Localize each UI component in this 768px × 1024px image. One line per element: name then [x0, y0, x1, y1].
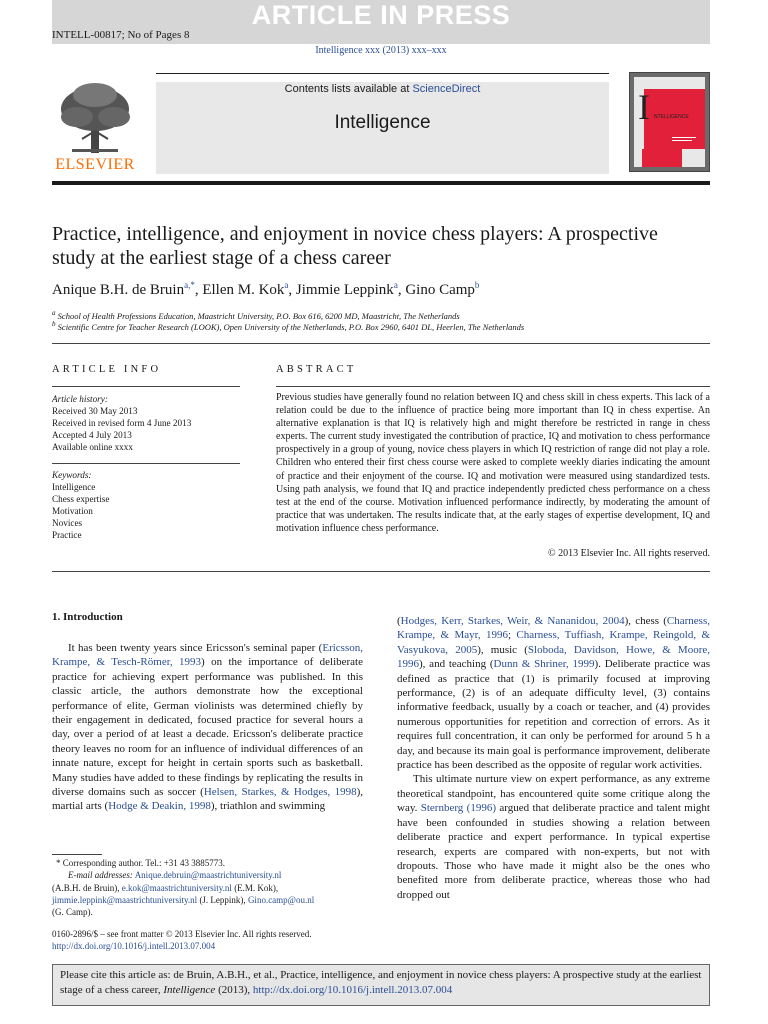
keyword: Chess expertise [52, 494, 110, 504]
affiliation-text: Scientific Centre for Teacher Research (LOOK), Open University of the Netherlands, P.O. Box 2960, 6401 DL, Heerlen, The Netherlands [57, 321, 525, 332]
text: ), chess ( [624, 615, 667, 627]
email-owner: (G. Camp). [52, 907, 93, 918]
journal-italic: Intelligence [163, 983, 216, 996]
email-owner: (A.B.H. de Bruin), [52, 882, 122, 893]
history-label: Article history: [52, 394, 108, 404]
reference-link[interactable]: Sternberg (1996) [420, 802, 496, 815]
author-name: Jimmie Leppink [295, 282, 394, 298]
contents-prefix: Contents lists available at [284, 83, 413, 95]
affiliation-text: School of Health Professions Education, Maastricht University, P.O. Box 616, 6200 MD, Maastricht, The Netherlands [57, 310, 460, 321]
author-sep: , [288, 282, 296, 298]
affiliation [52, 320, 702, 332]
history-item: Available online xxxx [52, 442, 133, 452]
front-matter-line: 0160-2896/$ – see front matter © 2013 Elsevier Inc. All rights reserved. [52, 929, 312, 939]
article-id: INTELL-00817; No of Pages 8 [52, 29, 190, 41]
citation-text [60, 968, 705, 997]
copyright-notice: © 2013 Elsevier Inc. All rights reserved. [547, 548, 710, 559]
text: ( [397, 615, 401, 627]
author-sep: , [397, 282, 406, 298]
divider [52, 343, 710, 344]
keyword: Intelligence [52, 482, 96, 492]
keyword: Practice [52, 530, 82, 540]
reference-link[interactable]: Helsen, Starkes, & Hodges, 1998 [203, 786, 357, 799]
text: Please cite this article as: de Bruin, A.B.H., et al., Practice, intelligence, and enjoyment in novice chess players: A prospective study at the earliest stage of a chess career, [60, 969, 702, 996]
email-label: E-mail addresses: [68, 870, 133, 881]
paragraph [397, 772, 710, 902]
affiliation-mark: b [52, 320, 56, 328]
text: This ultimate nurture view on expert performance, as any extreme theoretical standpoint, has encountered quite some critique along the way. [397, 773, 710, 815]
reference-link[interactable]: Charness, Krampe, & Mayr, 1996 [397, 615, 710, 642]
author-name: Gino Camp [405, 282, 475, 298]
email-link[interactable]: e.kok@maastrichtuniversity.nl [121, 882, 232, 893]
citation-doi-link[interactable]: http://dx.doi.org/10.1016/j.intell.2013.07.004 [252, 983, 453, 996]
article-info-heading: ARTICLE INFO [52, 364, 162, 375]
journal-citation-link[interactable]: Intelligence xxx (2013) xxx–xxx [315, 45, 447, 56]
section-heading: 1. Introduction [52, 611, 123, 623]
cover-initial: I [638, 87, 650, 127]
author-name: Ellen M. Kok [202, 282, 285, 298]
article-title: Practice, intelligence, and enjoyment in novice chess players: A prospective study at the earliest stage of a chess career [52, 223, 658, 269]
history-item: Received 30 May 2013 [52, 406, 138, 416]
body-column-right [397, 614, 710, 902]
author-name: Anique B.H. de Bruin [52, 282, 185, 298]
text: ), triathlon and swimming [210, 800, 326, 813]
text: ), music ( [477, 643, 528, 656]
banner-text: ARTICLE IN PRESS [251, 0, 511, 30]
abstract-heading: ABSTRACT [276, 364, 357, 375]
issn-info [52, 928, 372, 953]
email-link[interactable]: jimmie.leppink@maastrichtuniversity.nl [52, 894, 198, 905]
keyword: Novices [52, 518, 83, 528]
history-item: Received in revised form 4 June 2013 [52, 418, 192, 428]
text: ), and teaching ( [419, 658, 494, 671]
sciencedirect-link[interactable]: ScienceDirect [412, 83, 481, 95]
text: ; [507, 629, 517, 642]
history-item: Accepted 4 July 2013 [52, 430, 132, 440]
doi-link[interactable]: http://dx.doi.org/10.1016/j.intell.2013.07.004 [52, 941, 216, 952]
body-column-left [52, 641, 363, 814]
reference-link[interactable]: Ericsson, Krampe, & Tesch-Römer, 1993 [52, 642, 363, 669]
divider [52, 463, 240, 464]
email-link[interactable]: Gino.camp@ou.nl [247, 894, 315, 905]
author-affil-mark[interactable]: a [284, 280, 289, 290]
author-affil-mark[interactable]: a,* [184, 280, 195, 290]
author-affil-mark[interactable]: a [393, 280, 398, 290]
reference-link[interactable]: Dunn & Shriner, 1999 [493, 658, 595, 671]
elsevier-wordmark: ELSEVIER [55, 156, 135, 173]
divider [276, 386, 710, 387]
journal-name: Intelligence [334, 112, 431, 133]
contents-line [156, 82, 609, 96]
text: (2013), [215, 983, 253, 996]
divider [52, 571, 710, 572]
paragraph [397, 614, 710, 772]
author-affil-mark[interactable]: b [474, 280, 480, 290]
text: ), martial arts ( [52, 786, 364, 813]
text: argued that deliberate practice and talent might have been confounded in studies showing a relation between deliberate practice and expert performance. In typical expertise research, experts are compared with non-experts, but not with dropouts. Those who have made it might also be the ones who benefited more from deliberate practice, whereas those who had dropped out [397, 802, 710, 901]
text: It has been twenty years since Ericsson's seminal paper ( [68, 642, 323, 654]
paragraph [52, 641, 363, 814]
author-sep: , [194, 282, 203, 298]
keywords-label: Keywords: [52, 470, 92, 480]
reference-link[interactable]: Charness, Tuffiash, Krampe, Reingold, & Vasyukova, 2005 [397, 629, 711, 656]
cover-title: NTELLIGENCE [654, 114, 689, 120]
keyword: Motivation [52, 506, 93, 516]
article-history [52, 393, 242, 453]
author-list [52, 280, 702, 299]
corresponding-author: * Corresponding author. Tel.: +31 43 3885773. [56, 858, 226, 868]
email-owner: (E.M. Kok), [231, 882, 279, 893]
divider [52, 386, 240, 387]
masthead-bottom-rule [52, 181, 710, 185]
email-owner: (J. Leppink), [197, 894, 248, 905]
affiliation-mark: a [52, 309, 56, 317]
email-link[interactable]: Anique.debruin@maastrichtuniversity.nl [134, 870, 282, 881]
footnote [52, 857, 363, 918]
reference-link[interactable]: Hodges, Kerr, Starkes, Weir, & Nananidou, 2004 [400, 615, 625, 627]
journal-cover-image[interactable] [629, 72, 710, 172]
reference-link[interactable]: Hodge & Deakin, 1998 [108, 800, 211, 813]
keywords [52, 469, 242, 541]
text: ). Deliberate practice was defined as practice that (1) is primarily focused at improving performance, (2) is of an adequate difficulty level, (3) contains informative feedback, usually by a coach or teacher, and (4) provides numerous opportunities for repetition and correction of errors. As it requires full concentration, it can only be performed for around 5 h a day, and because its main goal is performance improvement, deliberate practice has been described as the opposite of regular work activities. [397, 658, 710, 772]
footnote-rule [52, 854, 102, 855]
masthead-top-rule [156, 73, 609, 74]
abstract-text: Previous studies have generally found no relation between IQ and chess skill in chess experts. This lack of a relation could be due to the influence of practice being more important than IQ in chess expertise. An alternative explanation is that IQ is relatively high and might therefore be restricted in range in chess experts. The current study investigated the contribution of practice, IQ and motivation to chess performance prospectively in a group of young, novice chess players in which IQ restriction of range did not play a role. Children who entered their first chess course were asked to complete weekly diaries indicating the amount of practice and their enjoyment of the course. IQ and motivation were measured using standardized tests. Using path analysis, we found that IQ and practice independently predicted chess performance on a chess test at the end of the course. Motivation influenced performance indirectly, by moderating the amount of practice that was undertaken. The results indicate that, at the early stages of expertise development, IQ and motivation influence chess performance. [276, 392, 710, 534]
text: ) on the importance of deliberate practice for achieving expert performance was published. In this classic article, the authors demonstrate how the exceptional performance of elite, German violinists was determined chiefly by their engagement in dedicated, focused practice for several hours a day, over a period of at least a decade. Ericsson's deliberate practice theory leaves no room for an influence of individual differences of an innate nature, except for height in certain sports such as basketball. Many studies have added to these findings by replicating the results in diverse domains such as soccer ( [52, 656, 363, 799]
reference-link[interactable]: Sloboda, Davidson, Howe, & Moore, 1996 [397, 643, 710, 671]
